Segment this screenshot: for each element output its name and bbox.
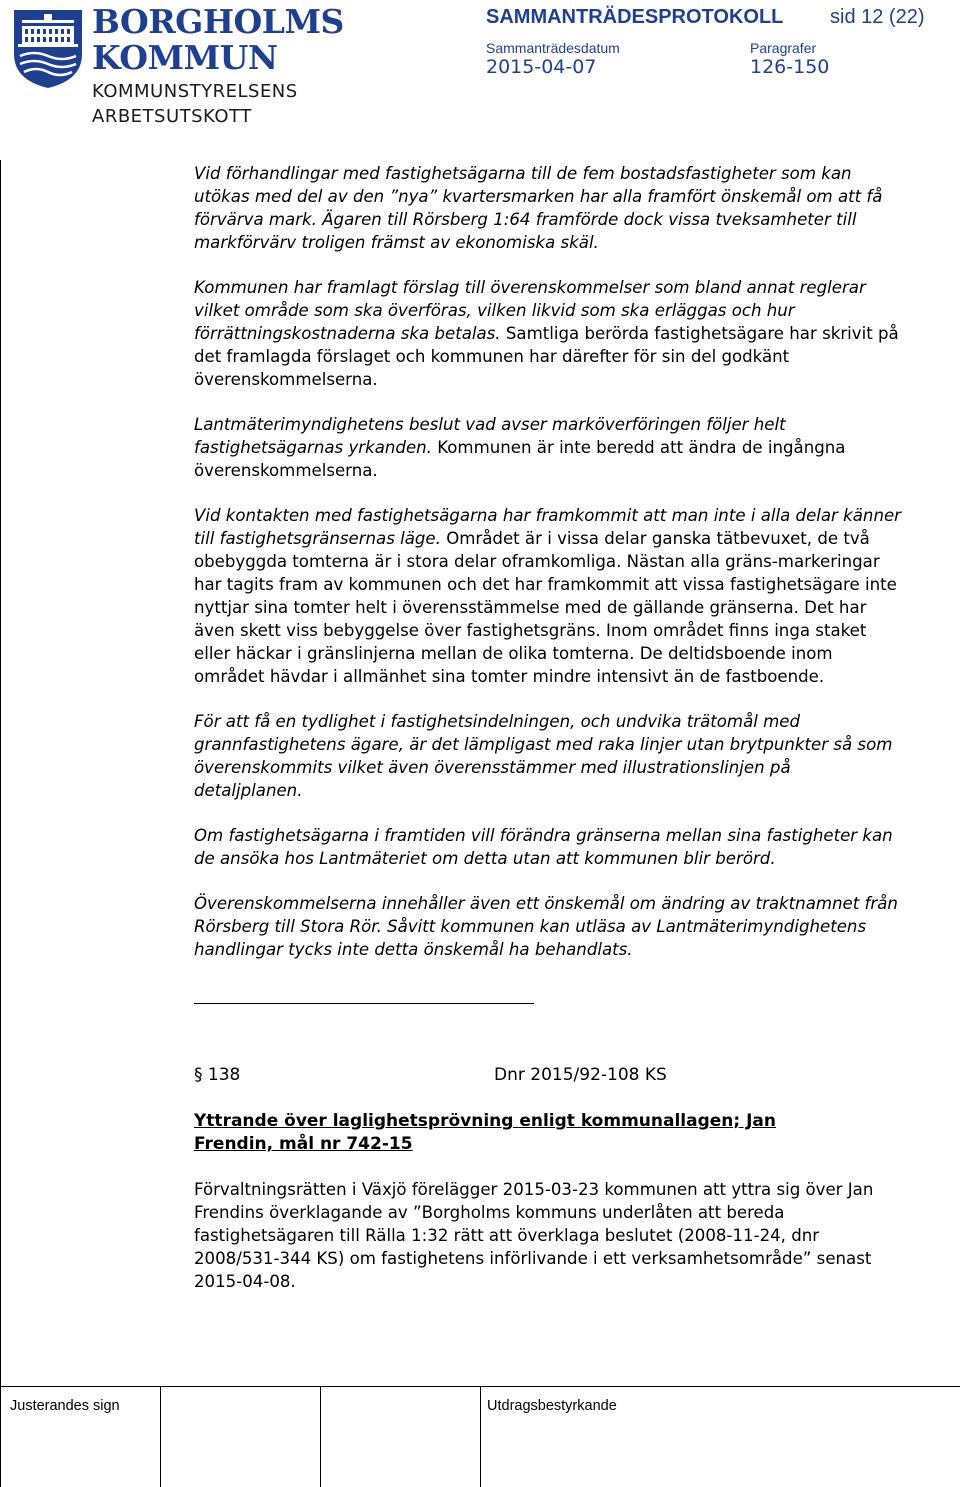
signature-label: Justerandes sign	[10, 1398, 120, 1414]
logo-word-line2: KOMMUN	[92, 38, 278, 77]
municipality-crest-logo	[10, 6, 86, 90]
section-separator	[194, 1003, 534, 1004]
paragraph-2: Kommunen har framlagt förslag till överenskommelser som bland annat reglerar vilket område som ska överföras, vilken likvid som ska erläggas och hur förrättningskostnaderna ska betalas. Samtliga berörda fastighetsägare har skrivit på det framlagda förslaget och kommunen har därefter för sin del godkänt överenskommelserna.	[194, 278, 899, 389]
paragraph-4: Vid kontakten med fastighetsägarna har framkommit att man inte i alla delar känner till fastighetsgränsernas läge. Området är i vissa delar ganska tätbevuxet, de två obebyggda tomterna är i stora delar oframkomliga. Nästan alla gräns-markeringar har tagits fram av kommunen och det har framkommit att vissa fastighetsägare inte nyttjar sina tomter helt i överensstämmelse med de gällande gränserna. Det har även skett viss bebyggelse över fastighetsgräns. Inom området finns inga staket eller häckar i gränslinjerna mellan de olika tomterna. De deltidsboende inom området hävdar i allmänhet sina tomter mindre intensivt än de fastboende.	[194, 506, 901, 686]
extract-certification-label: Utdragsbestyrkande	[487, 1398, 617, 1414]
org-name-line2: ARBETSUTSKOTT	[92, 106, 252, 127]
paragraph-7: Överenskommelserna innehåller även ett önskemål om ändring av traktnamnet från Rörsberg till Stora Rör. Såvitt kommunen kan utläsa av Lantmäterimyndighetens handlingar tycks inte detta önskemål ha behandlats.	[194, 894, 898, 959]
section-title: Yttrande över laglighetsprövning enligt kommunallagen; Jan Frendin, mål nr 742-15	[194, 1111, 777, 1154]
page-number: sid 12 (22)	[830, 6, 925, 28]
meeting-date-label: Sammanträdesdatum	[486, 40, 620, 56]
footer-divider-3	[480, 1386, 481, 1487]
section-header	[194, 1064, 904, 1088]
paragraph-1: Vid förhandlingar med fastighetsägarna till de fem bostadsfastigheter som kan utökas med del av den ”nya” kvartersmarken har alla framfört önskemål om att få förvärva mark. Ägaren till Rörsberg 1:64 framförde dock vissa tveksamheter till markförvärv troligen främst av ekonomiska skäl.	[194, 164, 883, 252]
org-name-line1: KOMMUNSTYRELSENS	[92, 81, 298, 102]
section-text: Förvaltningsrätten i Växjö förelägger 2015-03-23 kommunen att yttra sig över Jan Frendins överklagande av ”Borgholms kommuns underlåten att bereda fastighetsägaren till Rälla 1:32 rätt att överklaga beslutet (2008-11-24, dnr 2008/531-344 KS) om fastighetens införlivande i ett verksamhetsområde” senast 2015-04-08.	[194, 1180, 874, 1291]
meeting-date-value: 2015-04-07	[486, 56, 597, 78]
paragraphs-label: Paragrafer	[750, 40, 817, 56]
document-body	[194, 162, 904, 1315]
document-title: SAMMANTRÄDESPROTOKOLL	[486, 6, 784, 28]
paragraphs-value: 126-150	[750, 56, 830, 78]
footer-divider-2	[320, 1386, 321, 1487]
logo-word-line1: BORGHOLMS	[92, 2, 344, 41]
left-margin-line	[0, 160, 1, 1487]
paragraph-5: För att få en tydlighet i fastighetsindelningen, och undvika trätomål med grannfastighetens ägare, är det lämpligast med raka linjer utan brytpunkter så som överenskommits vilket även överensstämmer med illustrationslinjen på detaljplanen.	[194, 712, 893, 800]
footer-divider-1	[160, 1386, 161, 1487]
case-number: Dnr 2015/92-108 KS	[494, 1065, 667, 1085]
paragraph-3: Lantmäterimyndighetens beslut vad avser marköverföringen följer helt fastighetsägarnas yrkanden. Kommunen är inte beredd att ändra de ingångna överenskommelserna.	[194, 415, 846, 480]
section-number: § 138	[194, 1065, 241, 1085]
paragraph-6: Om fastighetsägarna i framtiden vill förändra gränserna mellan sina fastigheter kan de ansöka hos Lantmäteriet om detta utan att kommunen blir berörd.	[194, 826, 893, 868]
